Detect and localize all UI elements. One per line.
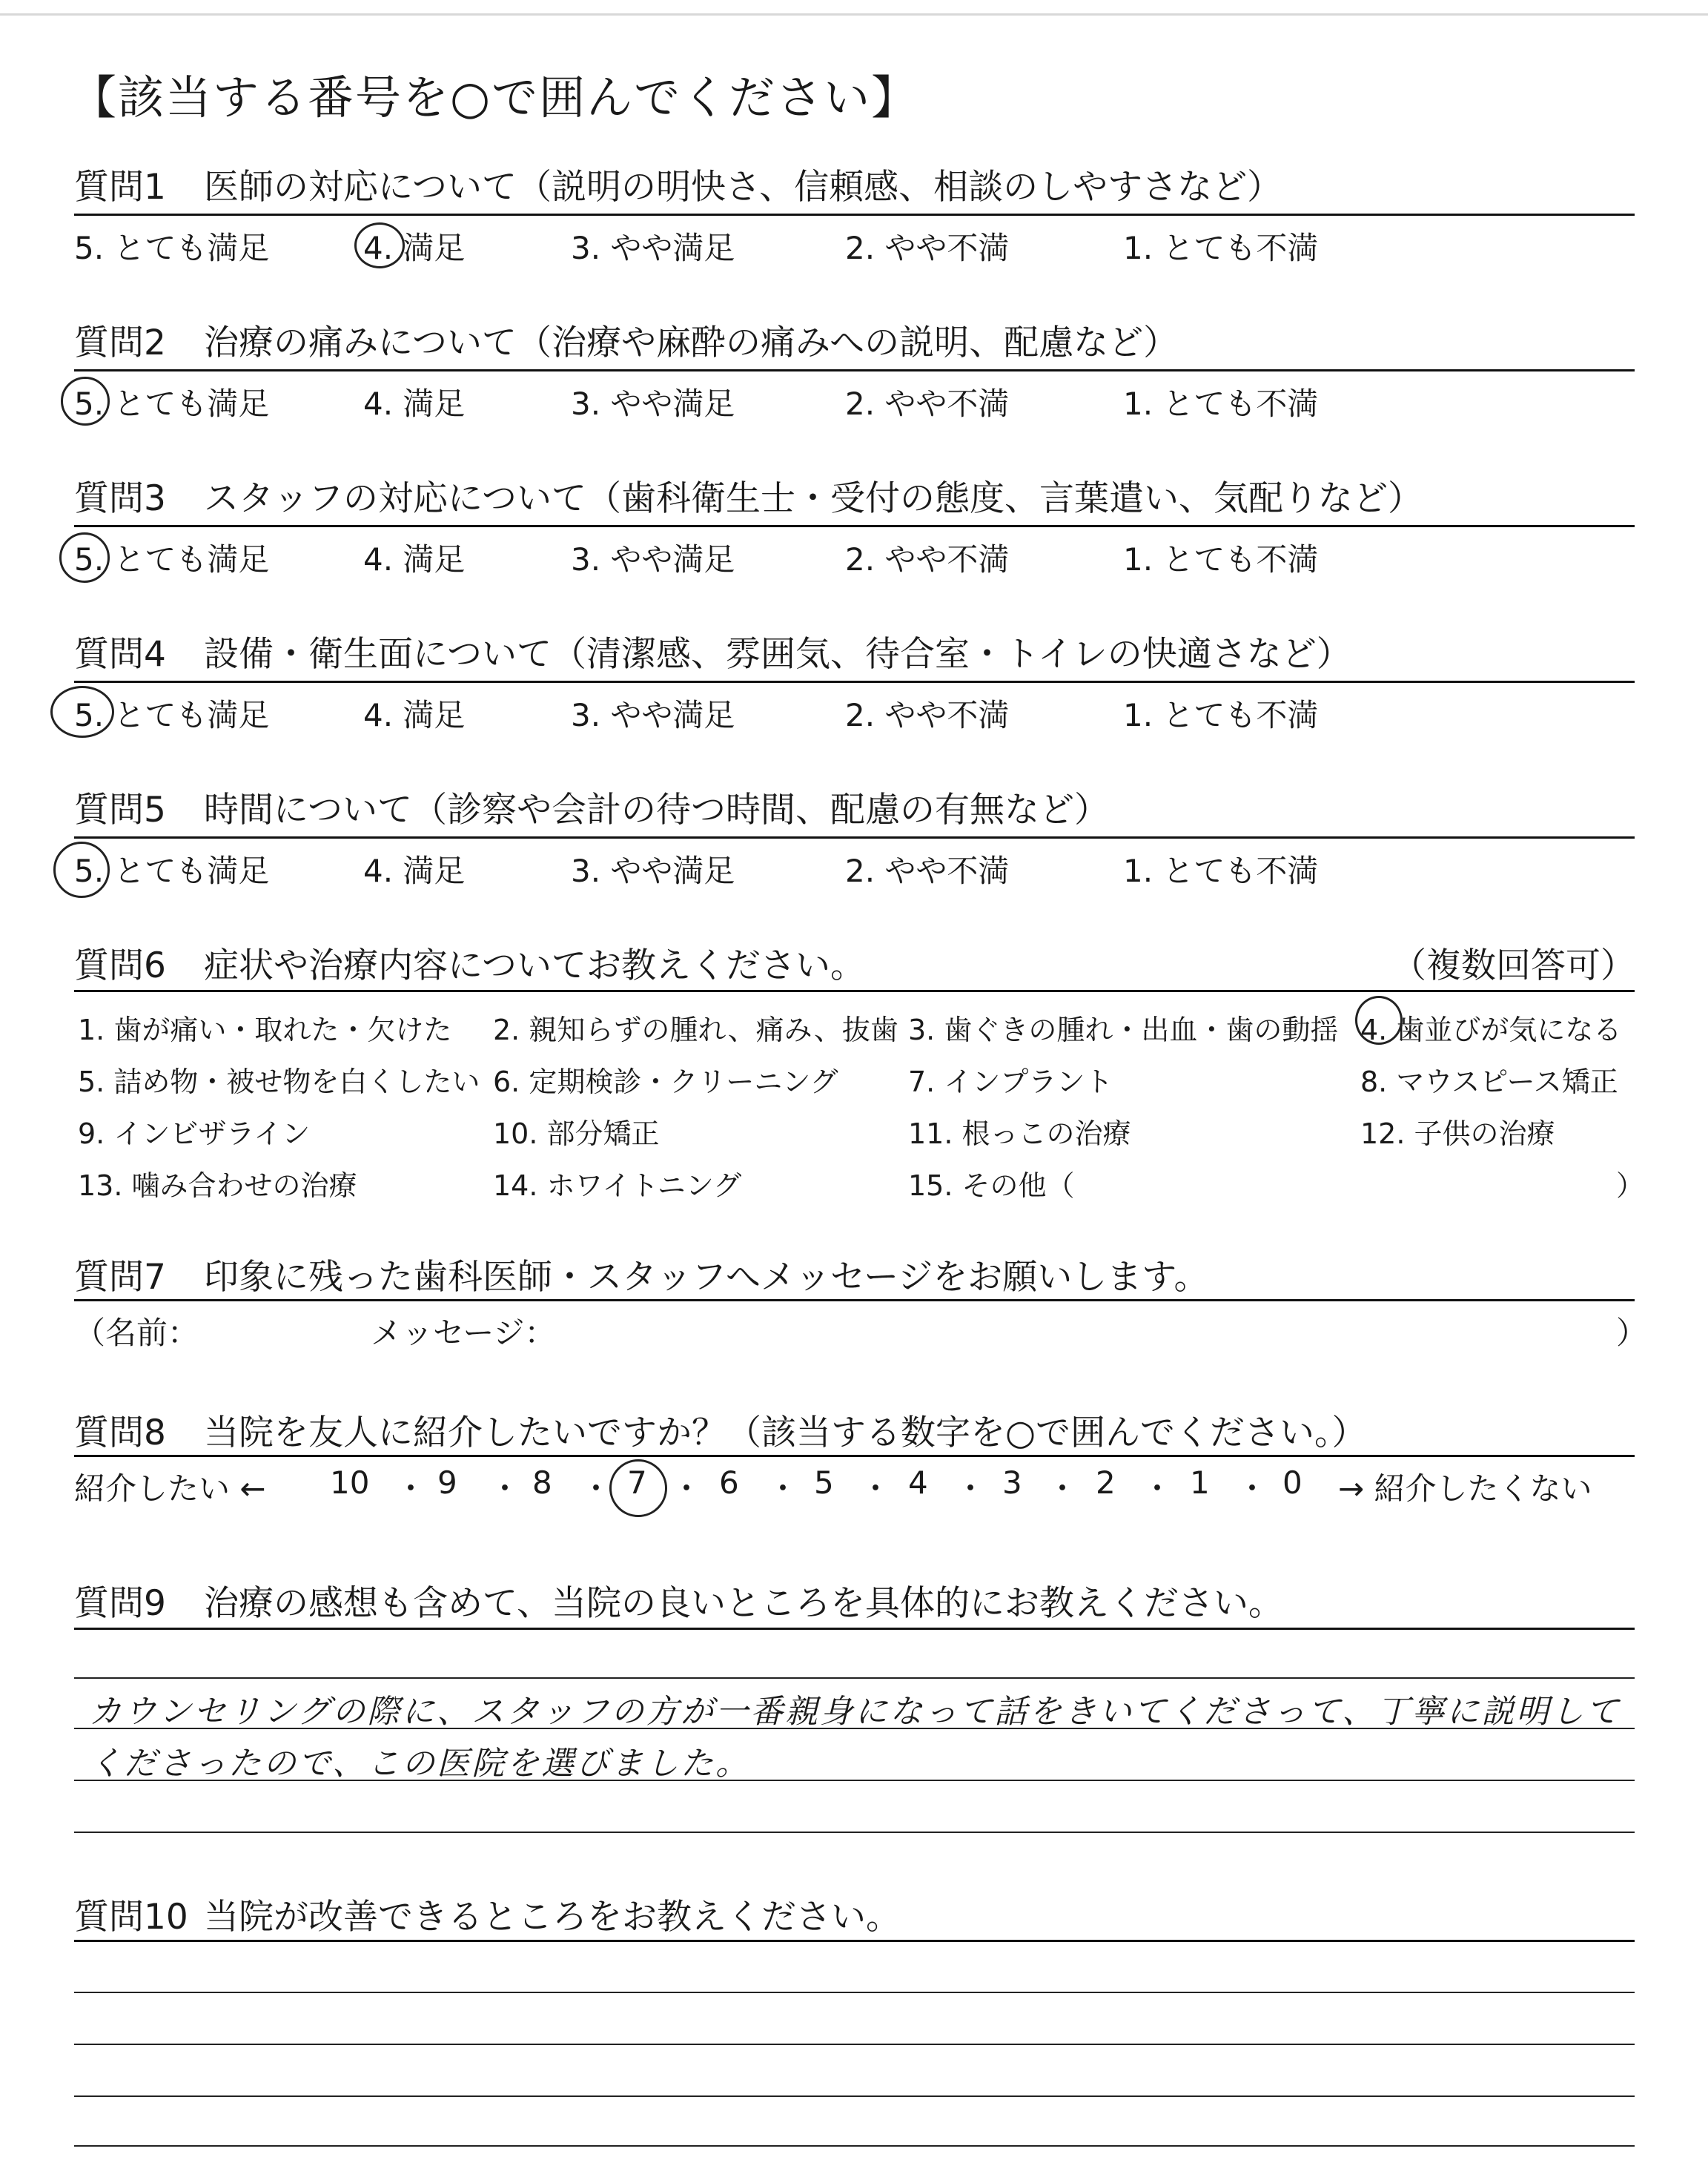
question-9-title: 質問9 治療の感想も含めて、当院の良いところを具体的にお教えください。 <box>74 1583 1284 1624</box>
q8-dot: ・ <box>955 1470 987 1507</box>
question-10-title: 質問10 当院が改善できるところをお教えください。 <box>74 1897 901 1938</box>
q6-option-13[interactable]: 13. 噛み合わせの治療 <box>78 1169 357 1202</box>
q8-scale-3[interactable]: 3 <box>1002 1464 1022 1501</box>
q6-option-1[interactable]: 1. 歯が痛い・取れた・欠けた <box>78 1014 452 1046</box>
q3-option-5[interactable]: 5. とても満足 <box>74 541 270 578</box>
q2-option-5[interactable]: 5. とても満足 <box>74 386 270 422</box>
q4-selection-circle <box>50 686 114 738</box>
q8-dot: ・ <box>580 1470 612 1507</box>
q6-option-3[interactable]: 3. 歯ぐきの腫れ・出血・歯の動揺 <box>908 1014 1339 1046</box>
question-5-title: 質問5 時間について（診察や会計の待つ時間、配慮の有無など） <box>74 790 1110 830</box>
q8-scale-10[interactable]: 10 <box>330 1464 370 1501</box>
q8-scale-6[interactable]: 6 <box>719 1464 739 1501</box>
q3-option-2[interactable]: 2. やや不満 <box>845 541 1010 578</box>
q7-close-paren: ） <box>1616 1315 1648 1351</box>
q2-selection-circle <box>61 377 110 426</box>
q8-scale-5[interactable]: 5 <box>814 1464 834 1501</box>
q6-option-5[interactable]: 5. 詰め物・被せ物を白くしたい <box>78 1066 480 1098</box>
question-4-rule <box>74 681 1635 683</box>
top-border <box>0 13 1708 16</box>
q8-right-label: → 紹介したくない <box>1338 1470 1592 1507</box>
q8-scale-1[interactable]: 1 <box>1190 1464 1210 1501</box>
form-instructions: 【該当する番号を○で囲んでください】 <box>70 70 919 125</box>
question-3-rule <box>74 525 1635 527</box>
answer-line <box>74 2095 1635 2097</box>
question-7-title: 質問7 印象に残った歯科医師・スタッフへメッセージをお願いします。 <box>74 1257 1209 1298</box>
question-1-title: 質問1 医師の対応について（説明の明快さ、信頼感、相談のしやすさなど） <box>74 167 1282 208</box>
q4-option-3[interactable]: 3. やや満足 <box>571 697 735 733</box>
question-5-rule <box>74 836 1635 839</box>
question-7-rule <box>74 1299 1635 1301</box>
question-6-rule <box>74 990 1635 992</box>
q5-option-2[interactable]: 2. やや不満 <box>845 853 1010 889</box>
q8-scale-4[interactable]: 4 <box>908 1464 928 1501</box>
q9-handwritten-answer-line-1[interactable]: カウンセリングの際に、スタッフの方が一番親身になって話をきいてくださって、丁寧に説明して <box>89 1693 1621 1731</box>
q3-option-1[interactable]: 1. とても不満 <box>1123 541 1319 578</box>
q2-option-2[interactable]: 2. やや不満 <box>845 386 1010 422</box>
q6-option-7[interactable]: 7. インプラント <box>908 1066 1113 1098</box>
q8-dot: ・ <box>860 1470 892 1507</box>
q6-option-10[interactable]: 10. 部分矯正 <box>493 1117 660 1150</box>
question-8-title: 質問8 当院を友人に紹介したいですか？（該当する数字を○で囲んでください。） <box>74 1413 1367 1453</box>
question-8-rule <box>74 1455 1635 1457</box>
q8-scale-7[interactable]: 7 <box>627 1464 647 1501</box>
q1-option-3[interactable]: 3. やや満足 <box>571 230 735 266</box>
q8-dot: ・ <box>1047 1470 1079 1507</box>
q8-left-label: 紹介したい ← <box>74 1470 266 1507</box>
q1-option-2[interactable]: 2. やや不満 <box>845 230 1010 266</box>
q6-option-2[interactable]: 2. 親知らずの腫れ、痛み、抜歯 <box>493 1014 898 1046</box>
question-10-rule <box>74 1940 1635 1942</box>
question-3-title: 質問3 スタッフの対応について（歯科衛生士・受付の態度、言葉遣い、気配りなど） <box>74 478 1423 519</box>
question-2-rule <box>74 369 1635 371</box>
q8-dot: ・ <box>489 1470 521 1507</box>
question-6-title: 質問6 症状や治療内容についてお教えください。 <box>74 945 866 986</box>
q9-handwritten-answer-line-2[interactable]: くださったので、この医院を選びました。 <box>89 1745 751 1783</box>
q7-message-label[interactable]: メッセージ： <box>371 1315 556 1351</box>
q3-option-3[interactable]: 3. やや満足 <box>571 541 735 578</box>
answer-line <box>74 2044 1635 2045</box>
q2-option-1[interactable]: 1. とても不満 <box>1123 386 1319 422</box>
q8-dot: ・ <box>671 1470 703 1507</box>
q5-option-5[interactable]: 5. とても満足 <box>74 853 270 889</box>
q6-option-11[interactable]: 11. 根っこの治療 <box>908 1117 1131 1150</box>
q8-scale-2[interactable]: 2 <box>1096 1464 1116 1501</box>
q1-option-4[interactable]: 4. 満足 <box>363 230 466 266</box>
q6-option-6[interactable]: 6. 定期検診・クリーニング <box>493 1066 838 1098</box>
q8-scale-9[interactable]: 9 <box>437 1464 457 1501</box>
q6-selection-circle <box>1355 996 1403 1045</box>
q2-option-3[interactable]: 3. やや満足 <box>571 386 735 422</box>
question-4-title: 質問4 設備・衛生面について（清潔感、雰囲気、待合室・トイレの快適さなど） <box>74 634 1351 675</box>
q3-selection-circle <box>59 532 110 583</box>
q8-dot: ・ <box>1237 1470 1268 1507</box>
question-1-rule <box>74 214 1635 216</box>
q8-dot: ・ <box>767 1470 799 1507</box>
q8-scale-0[interactable]: 0 <box>1282 1464 1302 1501</box>
q6-option-12[interactable]: 12. 子供の治療 <box>1360 1117 1555 1150</box>
q8-dot: ・ <box>395 1470 427 1507</box>
q3-option-4[interactable]: 4. 満足 <box>363 541 466 578</box>
q8-selection-circle <box>609 1459 667 1517</box>
q4-option-1[interactable]: 1. とても不満 <box>1123 697 1319 733</box>
answer-line <box>74 2145 1635 2147</box>
q6-option-4[interactable]: 4. 歯並びが気になる <box>1360 1014 1622 1046</box>
answer-line <box>74 1832 1635 1833</box>
q1-option-1[interactable]: 1. とても不満 <box>1123 230 1319 266</box>
question-2-title: 質問2 治療の痛みについて（治療や麻酔の痛みへの説明、配慮など） <box>74 323 1179 363</box>
q8-dot: ・ <box>1142 1470 1174 1507</box>
q2-option-4[interactable]: 4. 満足 <box>363 386 466 422</box>
answer-line <box>74 1992 1635 1993</box>
q5-selection-circle <box>53 842 110 898</box>
q6-option-15[interactable]: 15. その他（ <box>908 1169 1075 1202</box>
q8-scale-8[interactable]: 8 <box>532 1464 552 1501</box>
q5-option-1[interactable]: 1. とても不満 <box>1123 853 1319 889</box>
q7-name-label[interactable]: （名前： <box>74 1315 199 1351</box>
q4-option-2[interactable]: 2. やや不満 <box>845 697 1010 733</box>
q6-other-close: ） <box>1616 1169 1645 1202</box>
q5-option-3[interactable]: 3. やや満足 <box>571 853 735 889</box>
multiple-answers-note: （複数回答可） <box>1391 945 1635 986</box>
q5-option-4[interactable]: 4. 満足 <box>363 853 466 889</box>
question-9-rule <box>74 1628 1635 1630</box>
q6-option-14[interactable]: 14. ホワイトニング <box>493 1169 742 1202</box>
answer-line <box>74 1677 1635 1679</box>
q4-option-5[interactable]: 5. とても満足 <box>74 697 270 733</box>
q1-option-5[interactable]: 5. とても満足 <box>74 230 270 266</box>
q1-selection-circle <box>354 222 405 268</box>
q4-option-4[interactable]: 4. 満足 <box>363 697 466 733</box>
q6-option-9[interactable]: 9. インビザライン <box>78 1117 311 1150</box>
q6-option-8[interactable]: 8. マウスピース矯正 <box>1360 1066 1618 1098</box>
